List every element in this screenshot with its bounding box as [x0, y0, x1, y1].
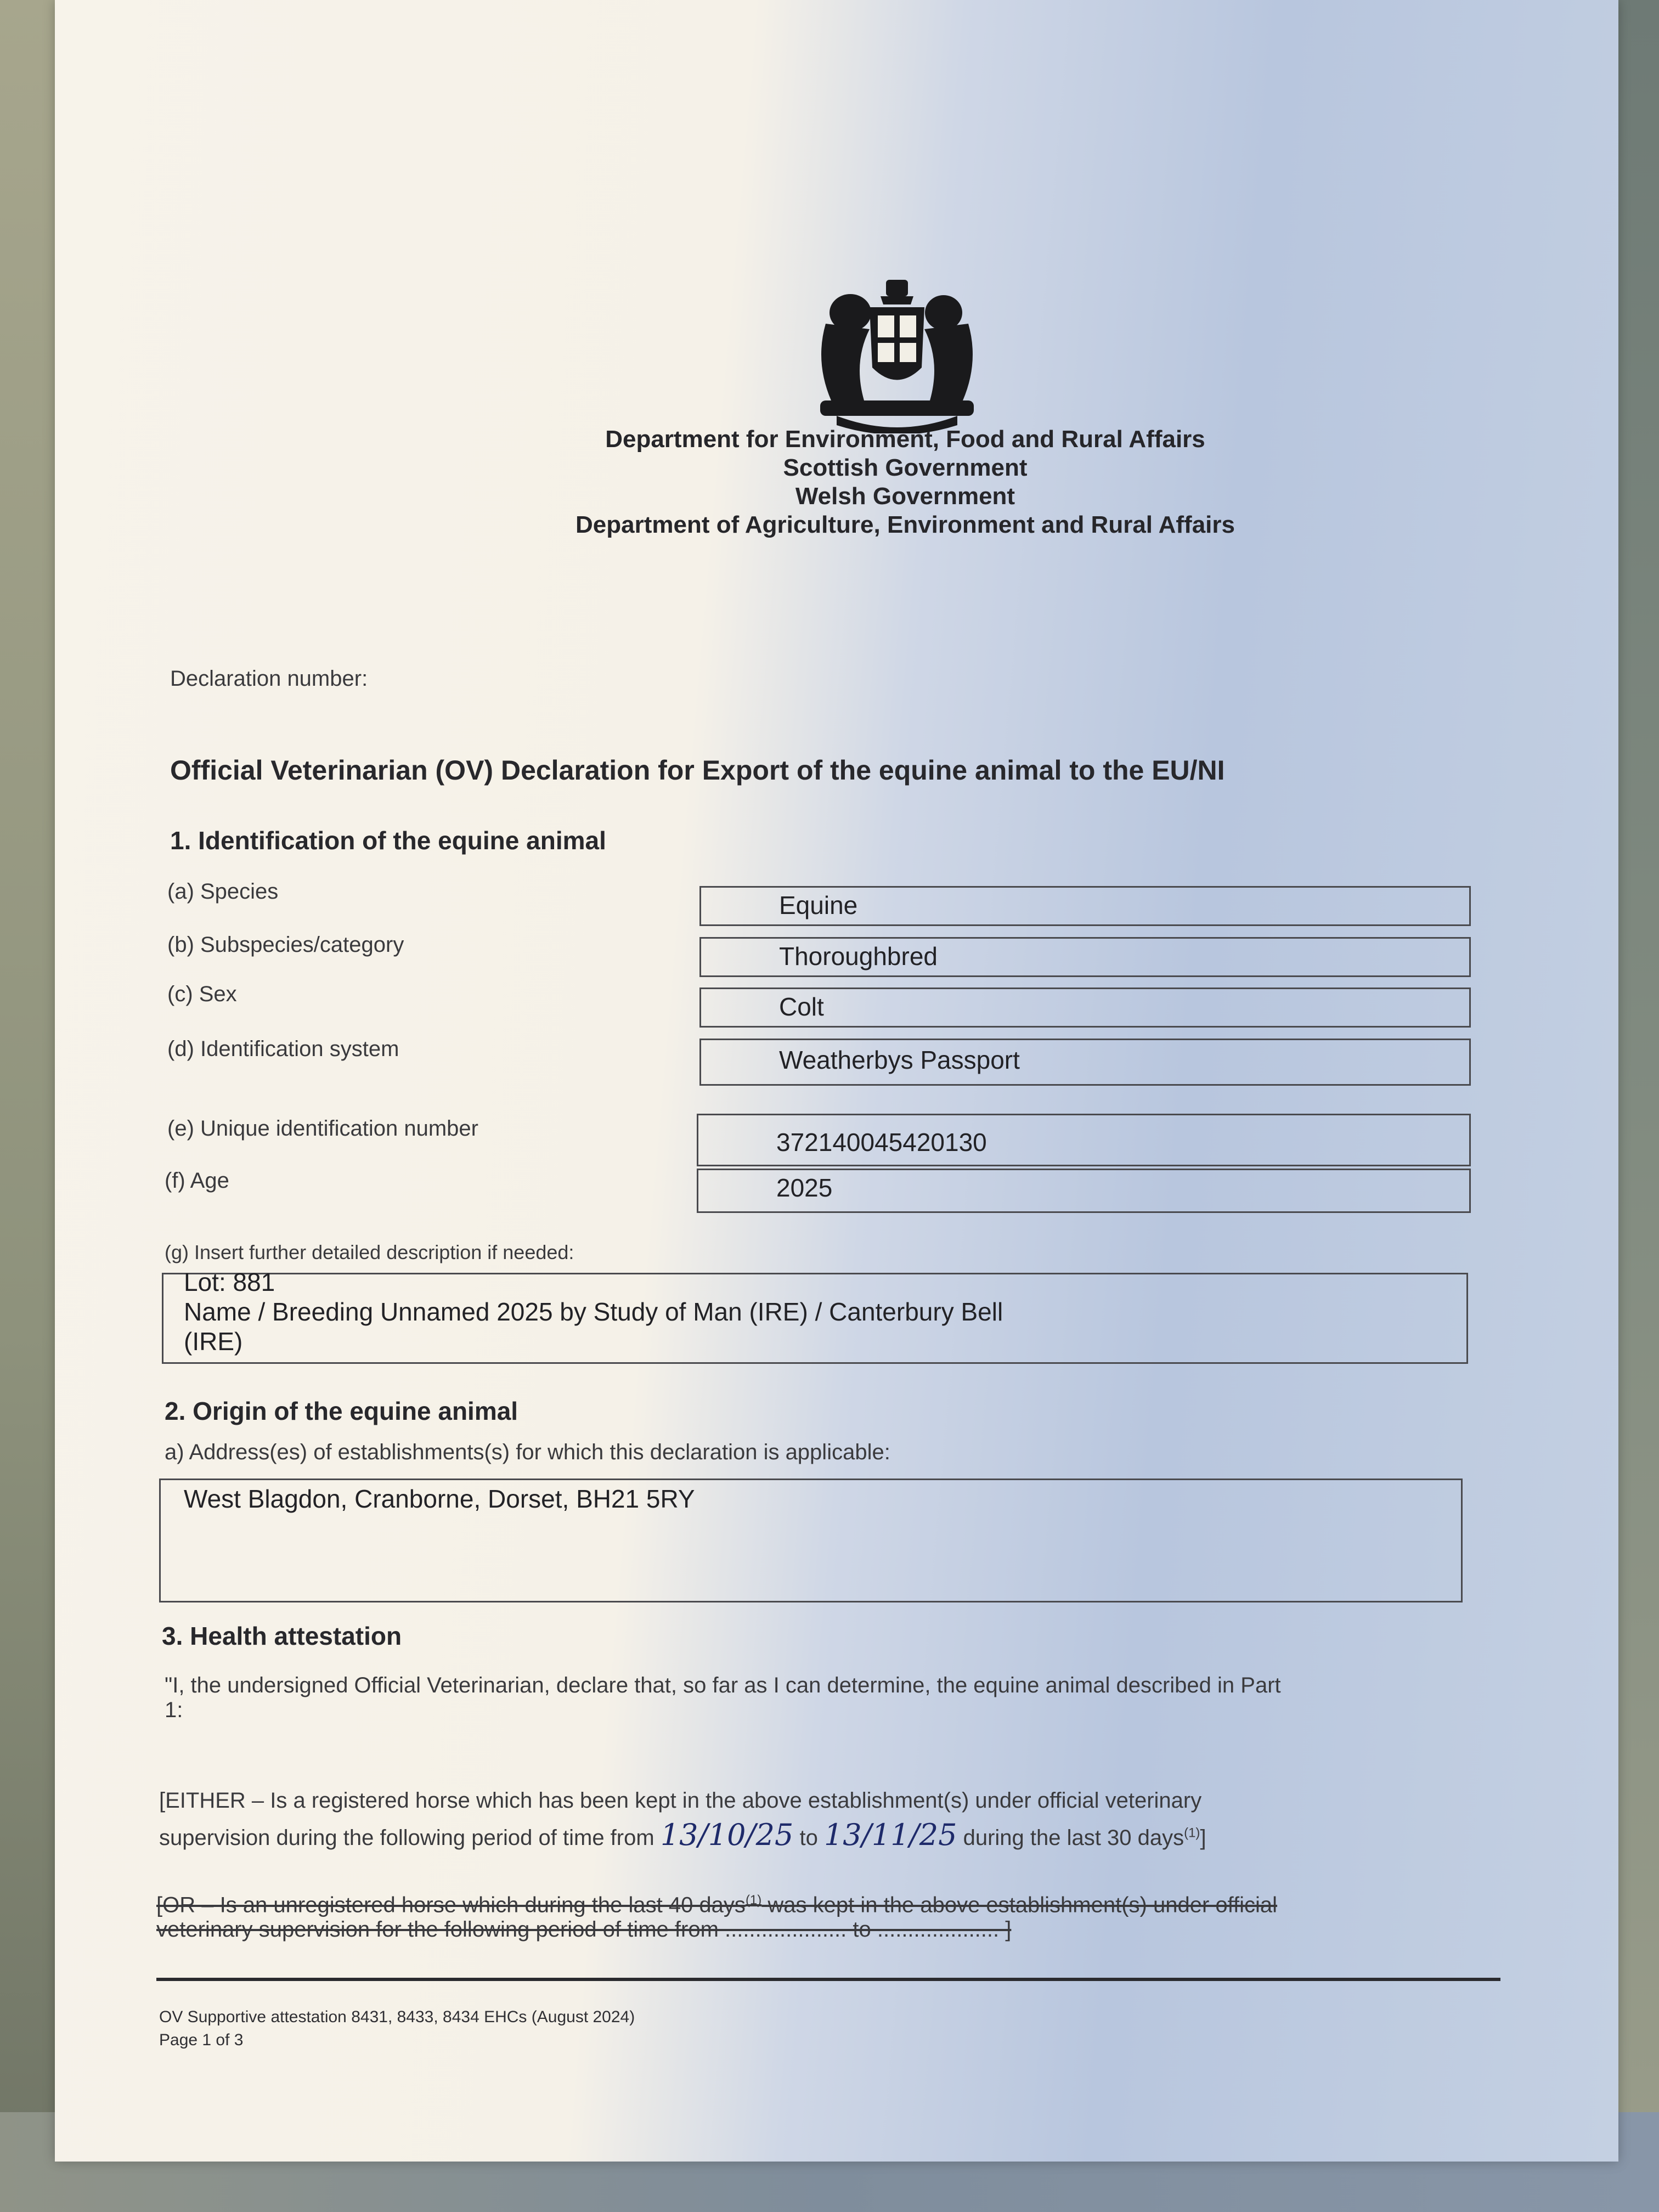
or-line-2: veterinary supervision for the following period of time from .................... to .................... ] — [156, 1917, 1012, 1942]
date-from-handwritten: 13/10/25 — [660, 1818, 794, 1852]
attestation-intro-line-1: "I, the undersigned Official Veterinarian, declare that, so far as I can determine, the equine animal described in Part — [165, 1673, 1281, 1697]
attestation-intro — [165, 1673, 1525, 1723]
department-list — [439, 425, 1372, 539]
or-line-1 — [156, 1893, 1528, 1917]
department-defra: Department for Environment, Food and Rural Affairs — [605, 426, 1205, 453]
or-line-1-start: [OR – Is an unregistered horse which during the last 40 days — [156, 1893, 746, 1917]
document-title: Official Veterinarian (OV) Declaration for Export of the equine animal to the EU/NI — [170, 755, 1225, 786]
address-value: West Blagdon, Cranborne, Dorset, BH21 5RY — [184, 1485, 695, 1513]
either-footnote: (1) — [1184, 1825, 1200, 1841]
species-label: (a) Species — [167, 879, 279, 904]
background-left — [0, 0, 60, 2212]
species-value: Equine — [779, 891, 858, 919]
or-line-1-end: was kept in the above establishment(s) under official — [768, 1893, 1278, 1917]
department-daera: Department of Agriculture, Environment and Rural Affairs — [575, 511, 1235, 538]
declaration-number-label: Declaration number: — [170, 667, 368, 691]
sex-value: Colt — [779, 992, 824, 1021]
either-line-1: [EITHER – Is a registered horse which has been kept in the above establishment(s) under official veterinary — [159, 1788, 1202, 1813]
description-line-3: (IRE) — [184, 1327, 243, 1356]
either-line-2-end: during the last 30 days — [963, 1826, 1184, 1850]
section1-heading: 1. Identification of the equine animal — [170, 826, 606, 855]
id-system-label: (d) Identification system — [167, 1037, 399, 1061]
age-value: 2025 — [776, 1173, 833, 1202]
description-label: (g) Insert further detailed description if needed: — [165, 1241, 574, 1263]
department-scottish-gov: Scottish Government — [783, 454, 1028, 481]
or-footnote: (1) — [745, 1893, 762, 1908]
footer-divider — [156, 1978, 1500, 1981]
subspecies-label: (b) Subspecies/category — [167, 933, 404, 957]
id-system-value: Weatherbys Passport — [779, 1046, 1020, 1074]
royal-coat-of-arms-icon — [804, 274, 990, 433]
section2-heading: 2. Origin of the equine animal — [165, 1397, 518, 1425]
department-welsh-gov: Welsh Government — [795, 483, 1015, 510]
age-label: (f) Age — [165, 1169, 229, 1193]
description-line-1: Lot: 881 — [184, 1268, 275, 1296]
attestation-intro-line-2: 1: — [165, 1698, 183, 1722]
either-to: to — [799, 1826, 818, 1850]
section3-heading: 3. Health attestation — [162, 1622, 402, 1650]
either-line-2 — [159, 1818, 1531, 1852]
address-label: a) Address(es) of establishments(s) for which this declaration is applicable: — [165, 1440, 890, 1464]
uid-value: 372140045420130 — [776, 1128, 987, 1156]
subspecies-value: Thoroughbred — [779, 942, 938, 970]
date-to-handwritten: 13/11/25 — [823, 1818, 957, 1852]
footer-page-number: Page 1 of 3 — [159, 2031, 244, 2049]
document-page — [55, 0, 1618, 2162]
description-text — [184, 1267, 1003, 1356]
sex-label: (c) Sex — [167, 982, 237, 1006]
background-right — [1618, 0, 1659, 2212]
description-line-2: Name / Breeding Unnamed 2025 by Study of Man (IRE) / Canterbury Bell — [184, 1297, 1003, 1326]
either-close: ] — [1200, 1826, 1206, 1850]
or-clause — [156, 1893, 1528, 1942]
uid-label: (e) Unique identification number — [167, 1116, 478, 1141]
footer-attestation-ref: OV Supportive attestation 8431, 8433, 8434 EHCs (August 2024) — [159, 2008, 635, 2026]
either-clause — [159, 1788, 1531, 1852]
either-line-2-start: supervision during the following period of time from — [159, 1826, 654, 1850]
